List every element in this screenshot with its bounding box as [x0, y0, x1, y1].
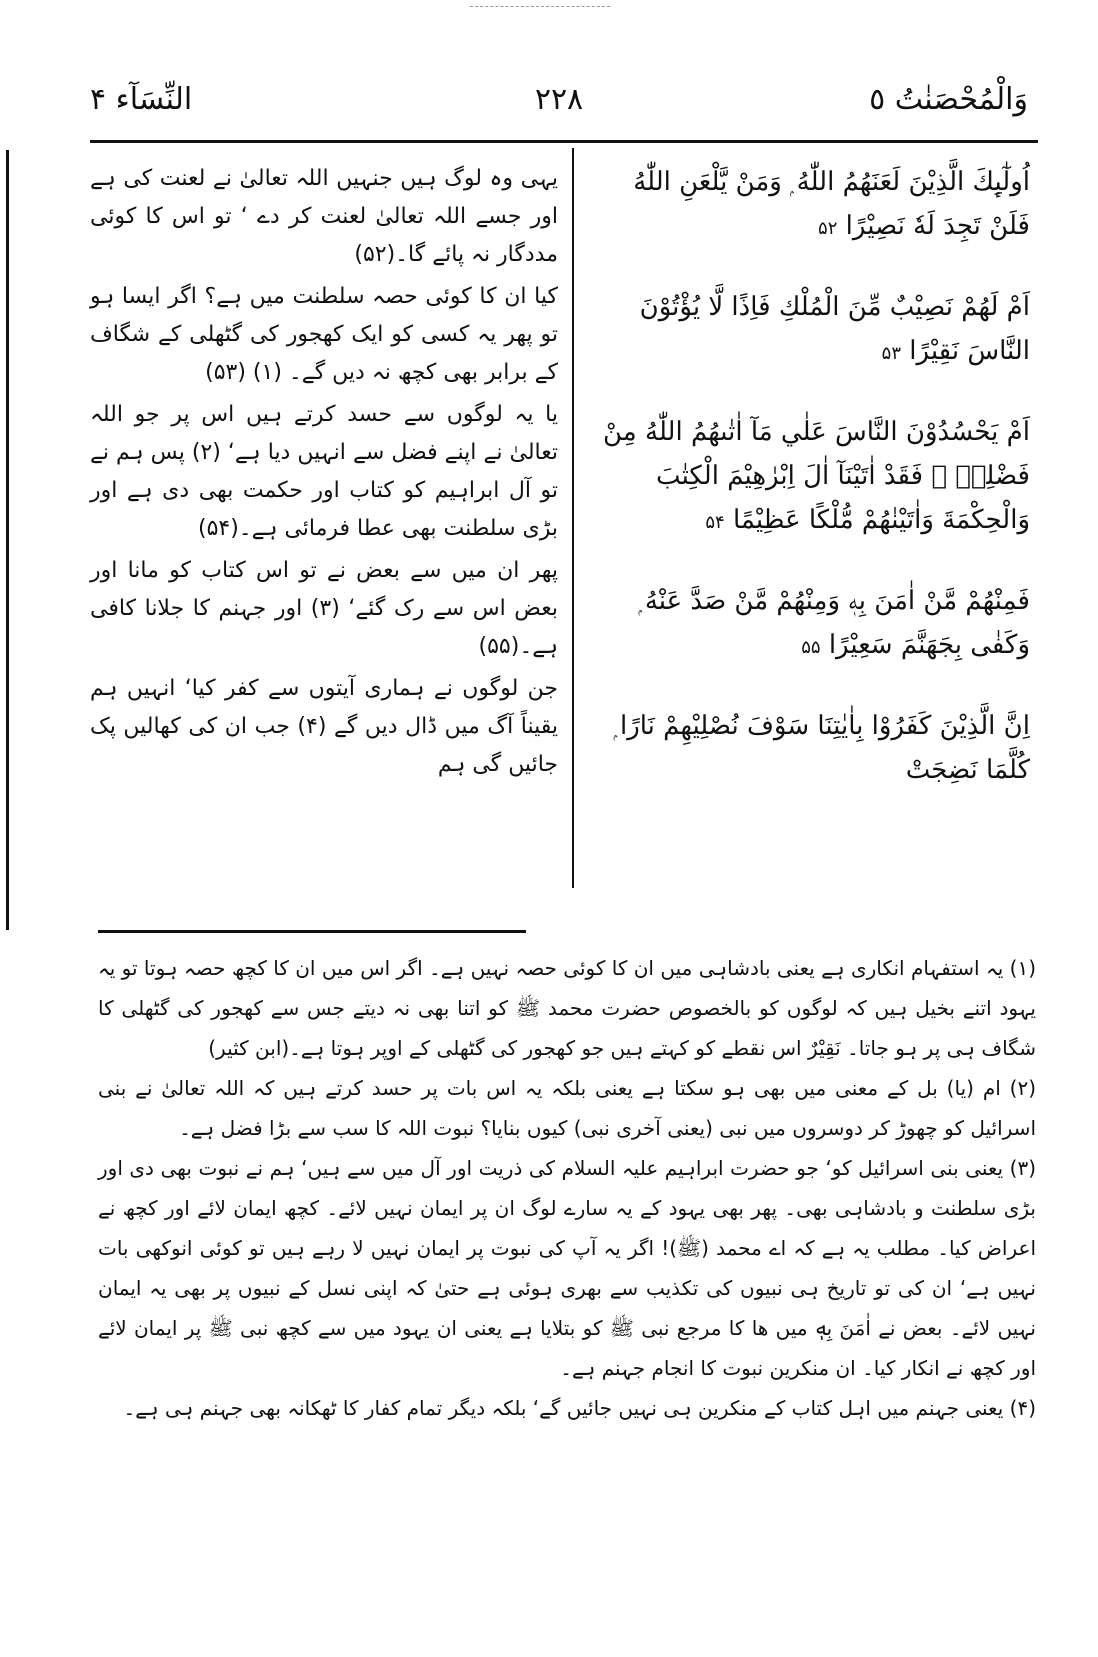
footnote-1: (۱) یہ استفہام انکاری ہے یعنی بادشاہی میں ان کا کوئی حصہ نہیں ہے۔ اگر اس میں ان کا کچھ حصہ ہوتا تو یہ یہود اتنے بخیل ہیں کہ لوگوں کو بالخصوص حضرت محمد ﷺ کو اتنا بھی نہ دیتے جس سے کھجور کی گٹھلی کا شگاف ہی پر ہو جاتا۔ نَقِيْرٌ اس نقطے کو کہتے ہیں جو کھجور کی گٹھلی کے اوپر ہوتا ہے۔(ابن کثیر): [98, 956, 1036, 1060]
verse-number: ۵۲: [818, 218, 838, 239]
top-crop-marks: [470, 6, 610, 9]
surah-title: النِّسَآء ۴: [90, 82, 193, 117]
verse-text: اَمْ يَحْسُدُوْنَ النَّاسَ عَلٰي مَآ اٰتٰىھُمُ اللّٰهُ مِنْ فَضْلِهٖ ۚ فَقَدْ اٰتَيْنَآ اٰلَ اِبْرٰهِيْمَ الْكِتٰبَ وَالْحِكْمَةَ وَاٰتَيْنٰھُمْ مُّلْكًا عَظِيْمًا: [603, 417, 1030, 535]
header-rule: [90, 140, 1038, 143]
footnote-2: (۲) ام (یا) بل کے معنی میں بھی ہو سکتا ہے یعنی بلکہ یہ اس بات پر حسد کرتے ہیں کہ اللہ تعالیٰ نے بنی اسرائیل کو چھوڑ کر دوسروں میں نبی (یعنی آخری نبی) کیوں بنایا؟ نبوت اللہ کا سب سے بڑا فضل ہے۔: [98, 1076, 1036, 1140]
translation-53: کیا ان کا کوئی حصہ سلطنت میں ہے؟ اگر ایسا ہو تو پھر یہ کسی کو ایک کھجور کی گٹھلی کے شگاف کے برابر بھی کچھ نہ دیں گے۔ (۱) (۵۳): [90, 284, 558, 385]
column-divider: [572, 148, 574, 888]
translation-55: پھر ان میں سے بعض نے تو اس کتاب کو مانا اور بعض اس سے رک گئے‘ (۳) اور جہنم کا جلانا کافی ہے۔(۵۵): [90, 558, 558, 659]
verse-number: ۵۴: [705, 512, 725, 533]
verse-52: [590, 160, 1030, 251]
verse-56-start: [590, 704, 1030, 792]
footnote-4: (۴) یعنی جہنم میں اہل کتاب کے منکرین ہی نہیں جائیں گے‘ بلکہ دیگر تمام کفار کا ٹھکانہ بھی جہنم ہی ہے۔: [123, 1396, 1036, 1420]
translation-52: یہی وہ لوگ ہیں جنہیں اللہ تعالیٰ نے لعنت کی ہے اور جسے اللہ تعالیٰ لعنت کر دے ‘ تو اس کا کوئی مددگار نہ پائے گا۔(۵۲): [90, 166, 558, 267]
verse-55: [590, 579, 1030, 670]
footnote-3: (۳) یعنی بنی اسرائیل کو‘ جو حضرت ابراہیم علیہ السلام کی ذریت اور آل میں سے ہیں‘ ہم نے نبوت بھی دی اور بڑی سلطنت و بادشاہی بھی۔ پھر بھی یہود کے یہ سارے لوگ ان پر ایمان نہیں لائے۔ کچھ ایمان لائے اور کچھ نے اعراض کیا۔ مطلب یہ ہے کہ اے محمد (ﷺ)! اگر یہ آپ کی نبوت پر ایمان نہیں لا رہے ہیں تو کوئی انوکھی بات نہیں ہے‘ ان کی تو تاریخ ہی نبیوں کی تکذیب سے بھری ہوئی ہے حتیٰ کہ اپنی نسل کے نبیوں پر بھی یہ ایمان نہیں لائے۔ بعض نے اٰمَنَ بِهٖ میں ھا کا مرجع نبی ﷺ کو بتلایا ہے یعنی ان یہود میں سے کچھ نبی ﷺ پر ایمان لائے اور کچھ نے انکار کیا۔ ان منکرین نبوت کا انجام جہنم ہے۔: [98, 1156, 1036, 1380]
verse-53: [590, 285, 1030, 376]
footnote-rule: [98, 930, 526, 933]
verse-54: [590, 410, 1030, 545]
verse-number: ۵۵: [801, 637, 821, 658]
footnotes: [98, 948, 1036, 1428]
page-edge-line: [6, 150, 9, 930]
page-number: ۲۲۸: [534, 82, 584, 117]
translation-54: یا یہ لوگوں سے حسد کرتے ہیں اس پر جو اللہ تعالیٰ نے اپنے فضل سے انہیں دیا ہے‘ (۲) پس ہم نے تو آل ابراہیم کو کتاب اور حکمت بھی دی ہے اور بڑی سلطنت بھی عطا فرمائی ہے۔(۵۴): [90, 402, 558, 541]
urdu-translation: [90, 160, 558, 788]
verse-text: اُولٰٓىِٕكَ الَّذِيْنَ لَعَنَهُمُ اللّٰهُ ۭ وَمَنْ يَّلْعَنِ اللّٰهُ فَلَنْ تَجِدَ لَهٗ نَصِيْرًا: [633, 167, 1030, 241]
juz-title: وَالْمُحْصَنٰتُ ٥: [869, 82, 1028, 117]
arabic-verses: [590, 160, 1030, 826]
verse-text: فَمِنْھُمْ مَّنْ اٰمَنَ بِهٖ وَمِنْھُمْ مَّنْ صَدَّ عَنْهُ ۭ وَكَفٰى بِجَهَنَّمَ سَعِيْرًا: [638, 586, 1030, 660]
translation-56-start: جن لوگوں نے ہماری آیتوں سے کفر کیا‘ انہیں ہم یقیناً آگ میں ڈال دیں گے (۴) جب ان کی کھالیں پک جائیں گی ہم: [90, 676, 558, 777]
verse-text: اِنَّ الَّذِيْنَ كَفَرُوْا بِاٰيٰتِنَا سَوْفَ نُصْلِيْهِمْ نَارًا ۭ كُلَّمَا نَضِجَتْ: [613, 711, 1030, 785]
verse-number: ۵۳: [881, 343, 901, 364]
verse-text: اَمْ لَھُمْ نَصِيْبٌ مِّنَ الْمُلْكِ فَاِذًا لَّا يُؤْتُوْنَ النَّاسَ نَقِيْرًا: [639, 292, 1030, 366]
page-header: [90, 78, 1028, 126]
